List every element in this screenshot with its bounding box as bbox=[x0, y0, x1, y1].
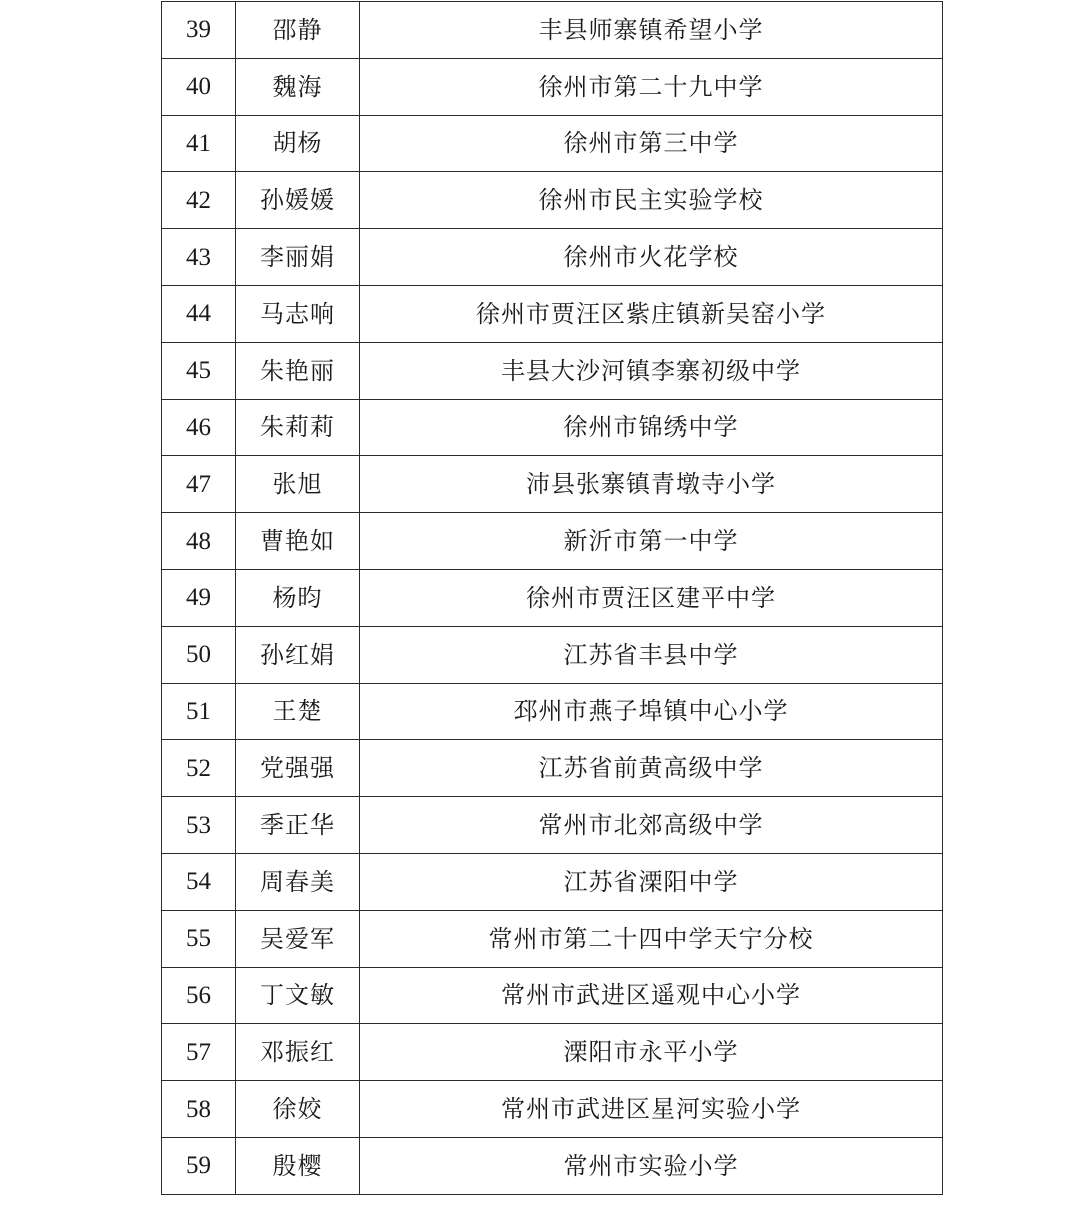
school-name: 常州市武进区星河实验小学 bbox=[360, 1081, 943, 1138]
school-name: 江苏省前黄高级中学 bbox=[360, 740, 943, 797]
person-name: 丁文敏 bbox=[236, 967, 360, 1024]
person-name: 曹艳如 bbox=[236, 513, 360, 570]
school-name: 徐州市锦绣中学 bbox=[360, 399, 943, 456]
school-name: 邳州市燕子埠镇中心小学 bbox=[360, 683, 943, 740]
school-name: 江苏省丰县中学 bbox=[360, 626, 943, 683]
row-number: 50 bbox=[162, 626, 236, 683]
table-row bbox=[162, 342, 943, 399]
table-row bbox=[162, 740, 943, 797]
row-number: 58 bbox=[162, 1081, 236, 1138]
table-row bbox=[162, 569, 943, 626]
school-name: 沛县张寨镇青墩寺小学 bbox=[360, 456, 943, 513]
school-name: 徐州市第三中学 bbox=[360, 115, 943, 172]
school-name: 江苏省溧阳中学 bbox=[360, 853, 943, 910]
table-row bbox=[162, 853, 943, 910]
table-row bbox=[162, 115, 943, 172]
person-name: 邓振红 bbox=[236, 1024, 360, 1081]
table-row bbox=[162, 1137, 943, 1194]
school-name: 徐州市第二十九中学 bbox=[360, 58, 943, 115]
table-row bbox=[162, 683, 943, 740]
row-number: 40 bbox=[162, 58, 236, 115]
table-row bbox=[162, 797, 943, 854]
person-name: 周春美 bbox=[236, 853, 360, 910]
person-name: 马志响 bbox=[236, 285, 360, 342]
person-name: 邵静 bbox=[236, 2, 360, 59]
school-name: 溧阳市永平小学 bbox=[360, 1024, 943, 1081]
table-row bbox=[162, 172, 943, 229]
row-number: 52 bbox=[162, 740, 236, 797]
school-name: 丰县大沙河镇李寨初级中学 bbox=[360, 342, 943, 399]
table-row bbox=[162, 229, 943, 286]
school-name: 常州市北郊高级中学 bbox=[360, 797, 943, 854]
table-row bbox=[162, 1081, 943, 1138]
school-name: 徐州市火花学校 bbox=[360, 229, 943, 286]
school-name: 徐州市贾汪区紫庄镇新吴窑小学 bbox=[360, 285, 943, 342]
table-row bbox=[162, 513, 943, 570]
school-name: 新沂市第一中学 bbox=[360, 513, 943, 570]
school-name: 常州市武进区遥观中心小学 bbox=[360, 967, 943, 1024]
person-name: 朱莉莉 bbox=[236, 399, 360, 456]
person-name: 孙媛媛 bbox=[236, 172, 360, 229]
person-name: 杨昀 bbox=[236, 569, 360, 626]
row-number: 43 bbox=[162, 229, 236, 286]
row-number: 47 bbox=[162, 456, 236, 513]
roster-table bbox=[161, 1, 943, 1195]
row-number: 48 bbox=[162, 513, 236, 570]
person-name: 党强强 bbox=[236, 740, 360, 797]
person-name: 朱艳丽 bbox=[236, 342, 360, 399]
row-number: 45 bbox=[162, 342, 236, 399]
row-number: 59 bbox=[162, 1137, 236, 1194]
person-name: 李丽娟 bbox=[236, 229, 360, 286]
row-number: 53 bbox=[162, 797, 236, 854]
person-name: 吴爱军 bbox=[236, 910, 360, 967]
school-name: 徐州市民主实验学校 bbox=[360, 172, 943, 229]
row-number: 44 bbox=[162, 285, 236, 342]
row-number: 41 bbox=[162, 115, 236, 172]
table-row bbox=[162, 967, 943, 1024]
person-name: 殷樱 bbox=[236, 1137, 360, 1194]
row-number: 49 bbox=[162, 569, 236, 626]
person-name: 孙红娟 bbox=[236, 626, 360, 683]
table-row bbox=[162, 1024, 943, 1081]
row-number: 51 bbox=[162, 683, 236, 740]
person-name: 魏海 bbox=[236, 58, 360, 115]
table-row bbox=[162, 285, 943, 342]
person-name: 季正华 bbox=[236, 797, 360, 854]
school-name: 丰县师寨镇希望小学 bbox=[360, 2, 943, 59]
row-number: 54 bbox=[162, 853, 236, 910]
person-name: 徐姣 bbox=[236, 1081, 360, 1138]
school-name: 常州市实验小学 bbox=[360, 1137, 943, 1194]
row-number: 42 bbox=[162, 172, 236, 229]
person-name: 张旭 bbox=[236, 456, 360, 513]
person-name: 胡杨 bbox=[236, 115, 360, 172]
roster-body bbox=[162, 2, 943, 1195]
table-row bbox=[162, 58, 943, 115]
table-row bbox=[162, 456, 943, 513]
table-row bbox=[162, 910, 943, 967]
row-number: 56 bbox=[162, 967, 236, 1024]
row-number: 55 bbox=[162, 910, 236, 967]
row-number: 39 bbox=[162, 2, 236, 59]
table-row bbox=[162, 2, 943, 59]
table-row bbox=[162, 399, 943, 456]
row-number: 57 bbox=[162, 1024, 236, 1081]
person-name: 王楚 bbox=[236, 683, 360, 740]
row-number: 46 bbox=[162, 399, 236, 456]
table-row bbox=[162, 626, 943, 683]
school-name: 常州市第二十四中学天宁分校 bbox=[360, 910, 943, 967]
school-name: 徐州市贾汪区建平中学 bbox=[360, 569, 943, 626]
